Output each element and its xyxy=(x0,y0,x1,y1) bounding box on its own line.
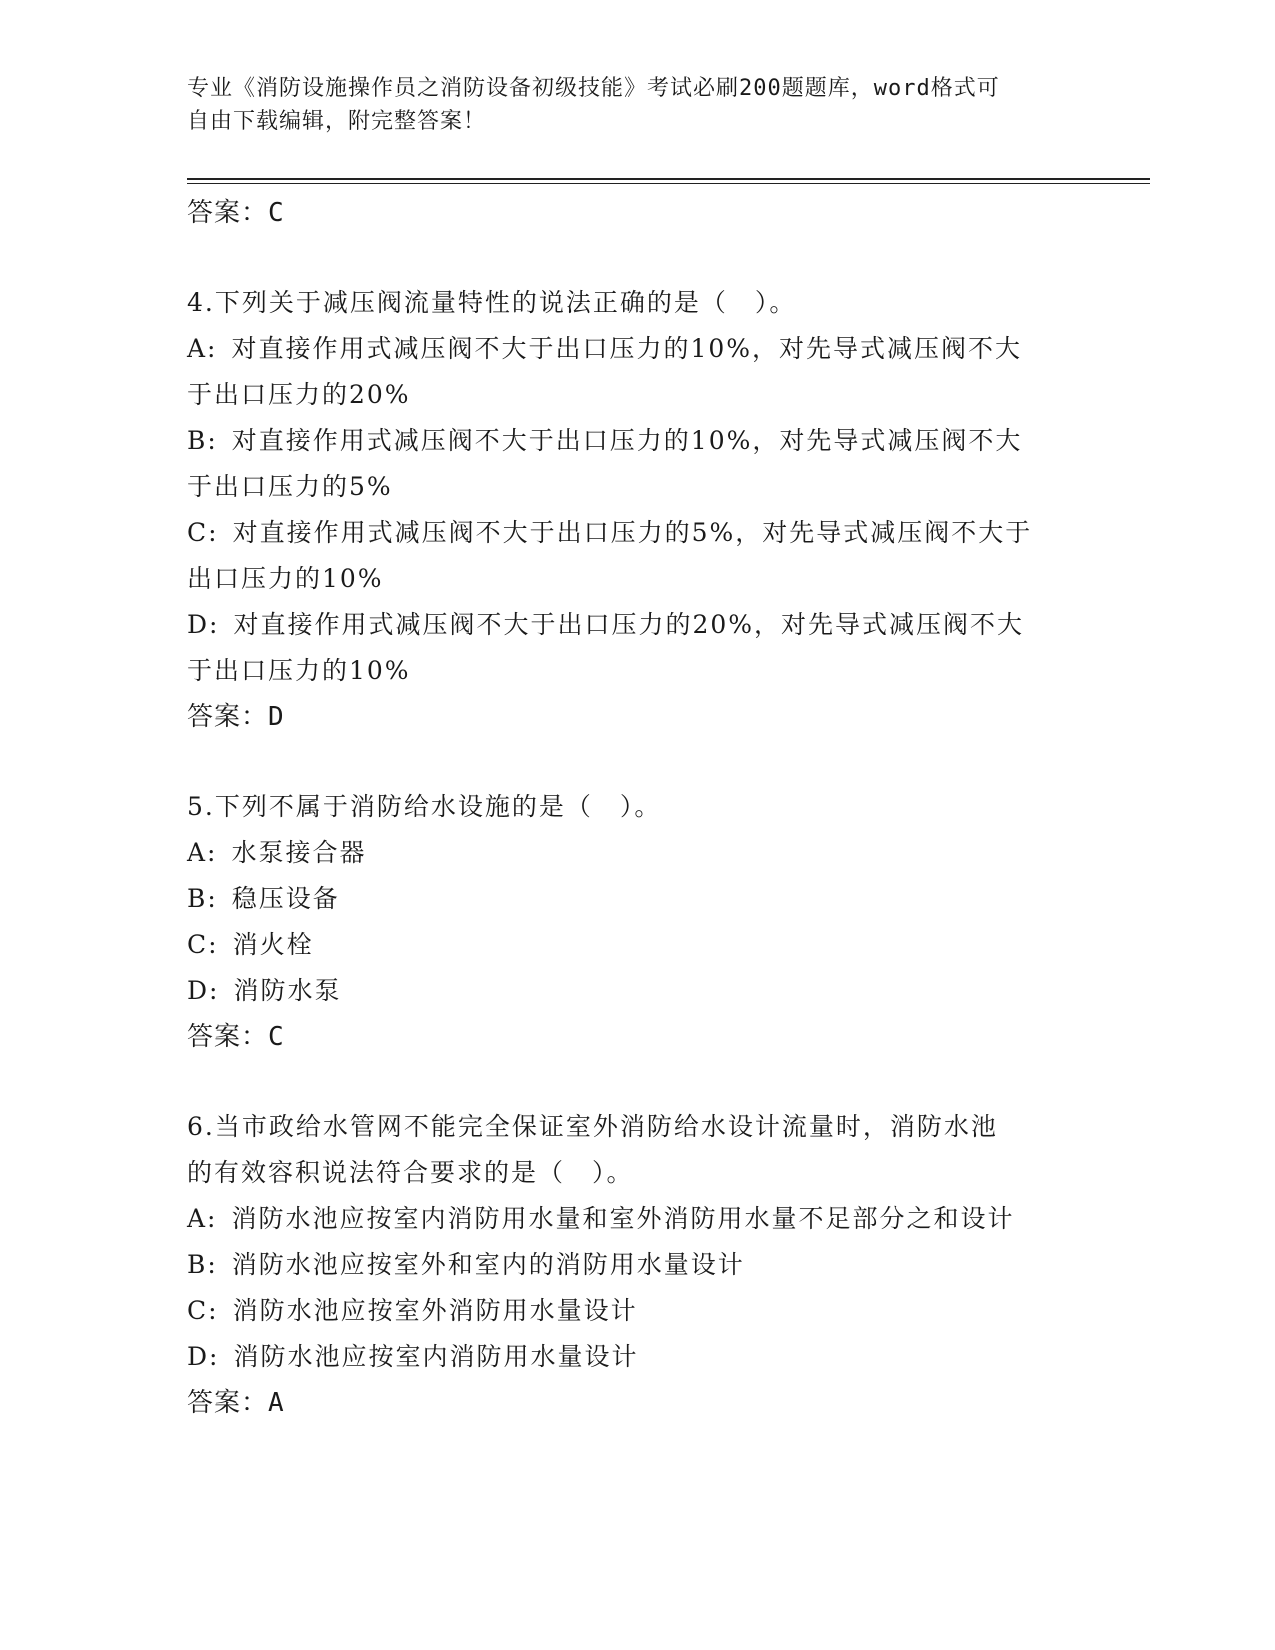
answer-prefix: 答案： xyxy=(187,1388,269,1418)
option-text: 于出口压力的5% xyxy=(187,472,393,501)
answer-value: C xyxy=(268,198,285,228)
answer-prefix: 答案： xyxy=(187,198,269,228)
option-label: A: xyxy=(187,334,218,363)
option-label: A: xyxy=(187,1204,218,1233)
option-line xyxy=(187,876,1087,922)
option-line xyxy=(187,510,1087,556)
option-text: 对直接作用式减压阀不大于出口压力的5%，对先导式减压阀不大于 xyxy=(232,518,1033,547)
question-stem: 的有效容积说法符合要求的是（ ）。 xyxy=(187,1158,634,1187)
option-label: B: xyxy=(187,884,218,913)
question-stem: 6.当市政给水管网不能完全保证室外消防给水设计流量时，消防水池 xyxy=(187,1112,998,1141)
answer-value: C xyxy=(268,1022,285,1052)
header-divider-thin xyxy=(187,183,1150,184)
option-label: D: xyxy=(187,976,220,1005)
option-line xyxy=(187,648,1087,694)
option-text: 消防水池应按室外和室内的消防用水量设计 xyxy=(231,1250,745,1279)
option-text: 于出口压力的20% xyxy=(187,380,411,409)
option-label: C: xyxy=(187,1296,219,1325)
answer-prefix: 答案： xyxy=(187,702,269,732)
question-stem: 5.下列不属于消防给水设施的是（ ）。 xyxy=(187,792,662,821)
option-text: 消防水池应按室外消防用水量设计 xyxy=(232,1296,638,1325)
option-text: 水泵接合器 xyxy=(231,838,367,867)
option-line xyxy=(187,968,1087,1014)
option-text: 对直接作用式减压阀不大于出口压力的20%，对先导式减压阀不大 xyxy=(233,610,1025,639)
option-label: C: xyxy=(187,518,219,547)
option-label: B: xyxy=(187,426,218,455)
header-line-2: 自由下载编辑，附完整答案！ xyxy=(187,109,487,134)
answer-value: A xyxy=(268,1388,285,1418)
option-text: 于出口压力的10% xyxy=(187,656,411,685)
question-gap xyxy=(187,236,1087,280)
answer-line xyxy=(187,1380,1087,1426)
option-line xyxy=(187,556,1087,602)
option-text: 出口压力的10% xyxy=(187,564,384,593)
option-text: 消防水池应按室内消防用水量设计 xyxy=(233,1342,639,1371)
header-divider-thick xyxy=(187,178,1150,180)
answer-value: D xyxy=(268,702,285,732)
document-header xyxy=(187,72,1077,138)
answer-prefix: 答案： xyxy=(187,1022,269,1052)
option-line xyxy=(187,1334,1087,1380)
answer-line xyxy=(187,1014,1087,1060)
option-label: C: xyxy=(187,930,219,959)
question-stem: 4.下列关于减压阀流量特性的说法正确的是（ ）。 xyxy=(187,288,797,317)
question-gap xyxy=(187,1060,1087,1104)
option-line xyxy=(187,830,1087,876)
option-text: 消火栓 xyxy=(232,930,314,959)
option-text: 稳压设备 xyxy=(231,884,340,913)
header-line-1: 专业《消防设施操作员之消防设备初级技能》考试必刷200题题库，word格式可 xyxy=(187,76,1000,101)
option-label: D: xyxy=(187,610,220,639)
question-list xyxy=(187,190,1087,1426)
option-text: 对直接作用式减压阀不大于出口压力的10%，对先导式减压阀不大 xyxy=(231,334,1023,363)
option-label: D: xyxy=(187,1342,220,1371)
option-line xyxy=(187,922,1087,968)
option-text: 消防水泵 xyxy=(233,976,342,1005)
question-gap xyxy=(187,740,1087,784)
option-label: A: xyxy=(187,838,218,867)
answer-line xyxy=(187,694,1087,740)
option-line xyxy=(187,418,1087,464)
option-line xyxy=(187,1196,1087,1242)
option-line xyxy=(187,326,1087,372)
option-line xyxy=(187,602,1087,648)
option-line xyxy=(187,372,1087,418)
option-line xyxy=(187,464,1087,510)
answer-line xyxy=(187,190,1087,236)
option-text: 消防水池应按室内消防用水量和室外消防用水量不足部分之和设计 xyxy=(231,1204,1015,1233)
option-label: B: xyxy=(187,1250,218,1279)
option-line xyxy=(187,1242,1087,1288)
option-line xyxy=(187,1288,1087,1334)
option-text: 对直接作用式减压阀不大于出口压力的10%，对先导式减压阀不大 xyxy=(231,426,1023,455)
